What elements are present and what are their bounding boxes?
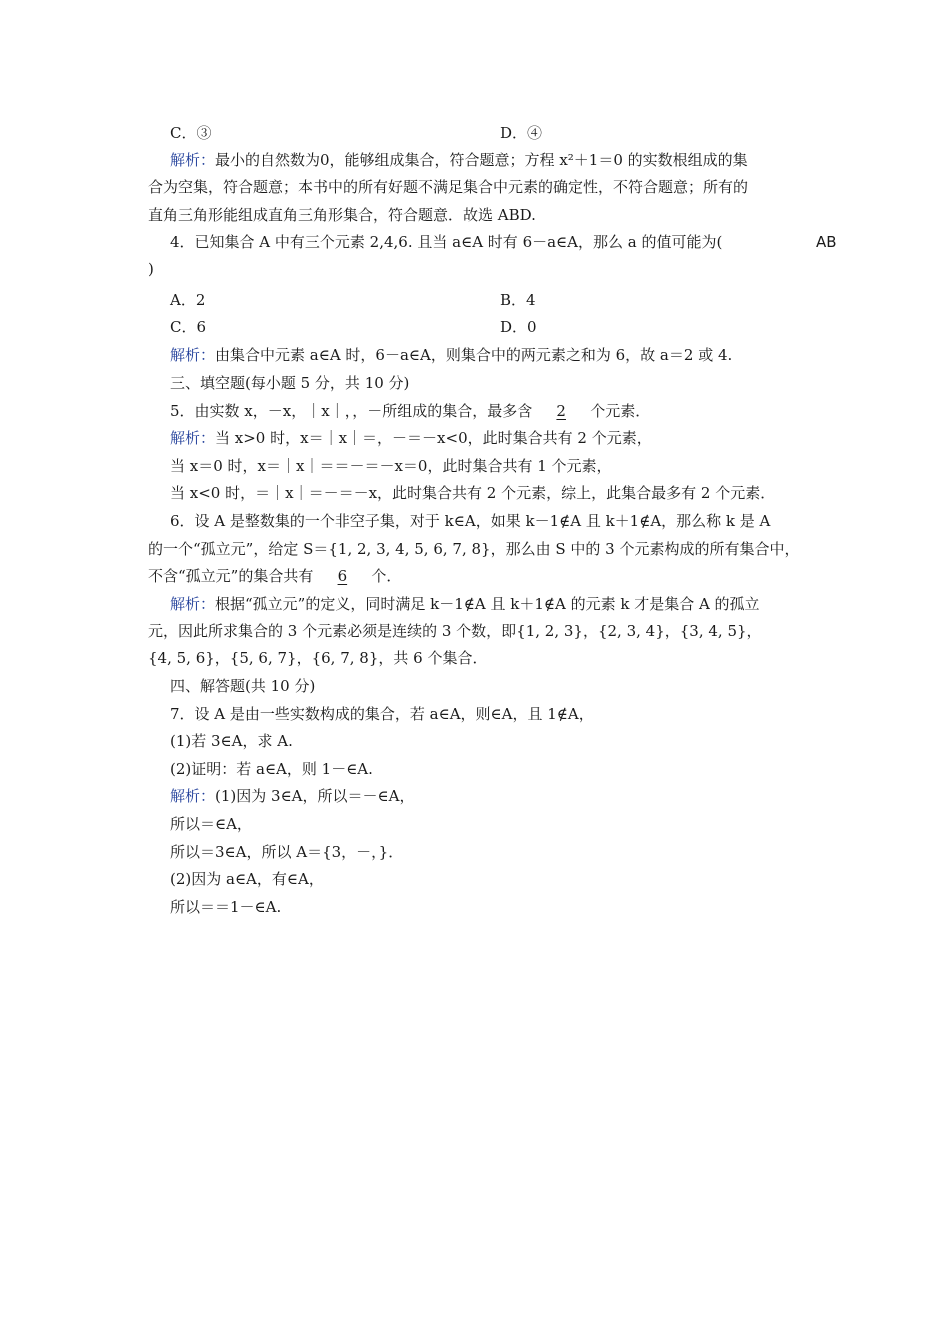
q7-part-2: (2)证明：若 a∈A，则 1－∈A.	[170, 760, 373, 778]
q5-explanation-text-1: 当 x>0 时，x＝｜x｜＝，－＝－x<0，此时集合共有 2 个元素，	[215, 429, 652, 447]
q6-explanation-text-1: 根据“孤立元”的定义，同时满足 k－1∉A 且 k＋1∉A 的元素 k 才是集合 A 的孤立	[215, 595, 760, 613]
q7-stem: 7．设 A 是由一些实数构成的集合，若 a∈A，则∈A，且 1∉A，	[170, 705, 594, 723]
q7-explanation-text-1: (1)因为 3∈A，所以＝－∈A，	[215, 787, 415, 805]
q4-explanation-text-1: 由集合中元素 a∈A 时，6－a∈A，则集合中的两元素之和为 6，故 a＝2 或 4.	[215, 346, 733, 364]
q4-option-c: C．6	[170, 318, 207, 336]
q6-explanation-line-3: {4, 5, 6}，{5, 6, 7}，{6, 7, 8}，共 6 个集合．	[148, 649, 488, 667]
explanation-label: 解析：	[170, 429, 216, 447]
q3-option-d: D．④	[500, 124, 543, 142]
q7-explanation-line-2: 所以＝∈A，	[170, 815, 252, 833]
q6-blank-answer: 6	[337, 567, 348, 585]
q7-explanation-line-1	[170, 786, 850, 806]
section-heading-fill-in: 三、填空题(每小题 5 分，共 10 分)	[170, 374, 410, 392]
q5-stem-tail: 个元素．	[590, 402, 651, 420]
explanation-label: 解析：	[170, 787, 216, 805]
q5-explanation-line-1	[170, 428, 850, 448]
q3-explanation-line-3: 直角三角形能组成直角三角形集合，符合题意．故选 ABD.	[148, 206, 536, 224]
q6-stem-line-1: 6．设 A 是整数集的一个非空子集，对于 k∈A，如果 k－1∉A 且 k＋1∉A，那么称 k 是 A	[170, 512, 771, 530]
q5-explanation-line-2: 当 x＝0 时，x＝｜x｜＝＝－＝－x＝0，此时集合共有 1 个元素，	[170, 457, 612, 475]
q6-stem-text: 不含“孤立元”的集合共有	[148, 567, 314, 585]
q6-explanation-line-1	[170, 594, 850, 614]
section-heading-solution: 四、解答题(共 10 分)	[170, 677, 316, 695]
q3-explanation-text-1: 最小的自然数为0，能够组成集合，符合题意；方程 x²＋1＝0 的实数根组成的集	[215, 151, 748, 169]
q4-option-d: D．0	[500, 318, 537, 336]
q5-stem	[170, 401, 850, 421]
q7-explanation-line-4: (2)因为 a∈A，有∈A，	[170, 870, 324, 888]
q7-part-1: (1)若 3∈A，求 A.	[170, 732, 293, 750]
explanation-label: 解析：	[170, 346, 216, 364]
q4-option-b: B．4	[500, 291, 536, 309]
explanation-label: 解析：	[170, 595, 216, 613]
q4-options-row-1	[170, 290, 850, 310]
q4-stem-line-2: )	[148, 260, 154, 278]
q4-options-row-2	[170, 317, 850, 337]
q4-option-a: A．2	[170, 291, 206, 309]
q6-stem-tail: 个．	[371, 567, 402, 585]
explanation-label: 解析：	[170, 151, 216, 169]
q5-explanation-line-3: 当 x<0 时，＝｜x｜＝－＝－x，此时集合共有 2 个元素，综上，此集合最多有 2 个元素．	[170, 484, 776, 502]
q4-stem-line-1	[170, 232, 850, 252]
q7-explanation-line-5: 所以＝＝1－∈A.	[170, 898, 282, 916]
q6-stem-line-2: 的一个“孤立元”，给定 S＝{1, 2, 3, 4, 5, 6, 7, 8}，那么由 S 中的 3 个元素构成的所有集合中，	[148, 540, 800, 558]
q3-option-c: C．③	[170, 124, 212, 142]
q5-stem-text: 5．由实数 x，－x，｜x｜，，－所组成的集合，最多含	[170, 402, 533, 420]
q6-explanation-line-2: 元，因此所求集合的 3 个元素必须是连续的 3 个数，即{1, 2, 3}，{2, 3, 4}，{3, 4, 5}，	[148, 622, 762, 640]
q4-explanation-line-1	[170, 345, 850, 365]
q3-options-row	[170, 123, 850, 143]
q3-explanation-line-1	[170, 150, 850, 170]
q5-blank-answer: 2	[556, 402, 566, 420]
q7-explanation-line-3: 所以＝3∈A，所以 A＝{3，－，}．	[170, 843, 404, 861]
q4-stem-text: 4．已知集合 A 中有三个元素 2,4,6. 且当 a∈A 时有 6－a∈A，那么 a 的值可能为(	[170, 233, 723, 251]
q3-explanation-line-2: 合为空集，符合题意；本书中的所有好题不满足集合中元素的确定性，不符合题意；所有的	[148, 178, 749, 196]
q6-stem-line-3	[148, 566, 828, 586]
q4-answer: AB	[816, 233, 837, 251]
